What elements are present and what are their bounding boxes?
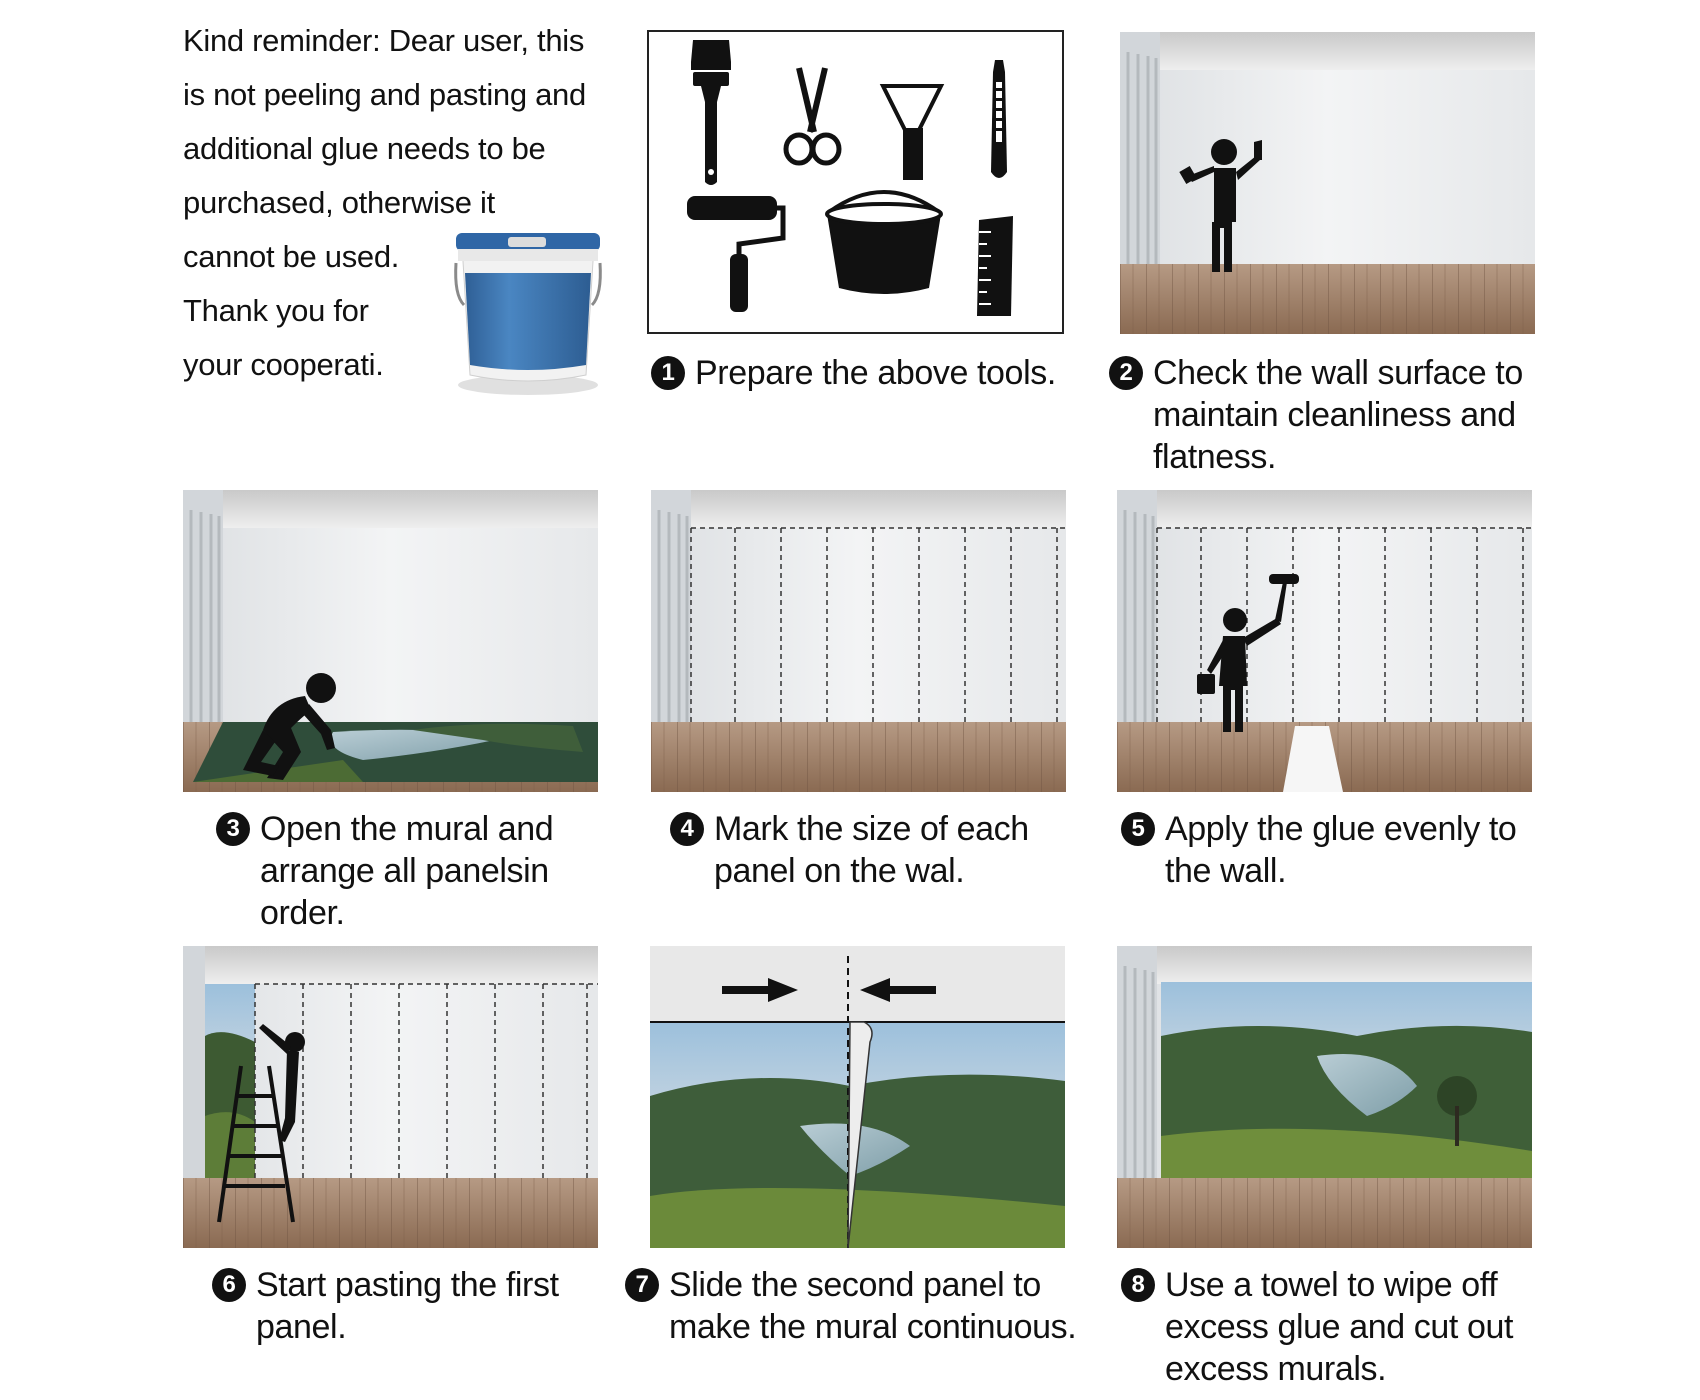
step-text: Open the mural and arrange all panelsin order. (260, 810, 554, 932)
glue-bucket-image (448, 225, 608, 397)
step-caption (216, 808, 553, 934)
step-number: 3 (216, 812, 250, 846)
scene-start-pasting (183, 946, 598, 1248)
step-number: 6 (212, 1268, 246, 1302)
step-text: Start pasting the first panel. (256, 1266, 559, 1346)
paint-brush-icon (691, 40, 731, 185)
step-text: Prepare the above tools. (695, 354, 1056, 392)
step-text: Mark the size of each panel on the wal. (714, 810, 1029, 890)
utility-knife-icon (991, 60, 1007, 178)
mural-landscape (1161, 982, 1532, 1178)
reminder-line: purchased, otherwise it (183, 185, 495, 220)
step-text: Apply the glue evenly to the wall. (1165, 810, 1517, 890)
reminder-line: is not peeling and pasting and (183, 77, 586, 112)
step-caption (1109, 352, 1534, 478)
step-caption (212, 1264, 559, 1348)
step-caption (1121, 1264, 1513, 1390)
scraper-icon (883, 86, 941, 180)
step-number: 7 (625, 1268, 659, 1302)
scene-check-wall (1120, 32, 1535, 334)
step-caption (670, 808, 1029, 892)
ruler-icon (977, 216, 1013, 316)
reminder-line: your cooperati. (183, 347, 384, 382)
step-number: 4 (670, 812, 704, 846)
step-caption (1121, 808, 1516, 892)
paint-roller-icon (687, 196, 783, 312)
step-text: Check the wall surface to maintain cleanliness and flatness. (1153, 354, 1523, 476)
step-text: Slide the second panel to make the mural continuous. (669, 1266, 1077, 1346)
reminder-line: additional glue needs to be (183, 131, 546, 166)
step-number: 1 (651, 356, 685, 390)
step-number: 2 (1109, 356, 1143, 390)
scene-finished-mural (1117, 946, 1532, 1248)
step-number: 5 (1121, 812, 1155, 846)
reminder-line: Kind reminder: Dear user, this (183, 23, 585, 58)
reminder-line: Thank you for (183, 293, 369, 328)
scene-mark-panels (651, 490, 1066, 792)
scene-open-mural (183, 490, 598, 792)
step-caption (651, 352, 1056, 394)
reminder-line: cannot be used. (183, 239, 400, 274)
step-caption (625, 1264, 1076, 1348)
bucket-icon (827, 192, 941, 294)
step-number: 8 (1121, 1268, 1155, 1302)
scene-slide-panel (650, 946, 1065, 1248)
step-text: Use a towel to wipe off excess glue and cut out excess murals. (1165, 1266, 1514, 1388)
scissors-icon (786, 68, 839, 163)
scene-apply-glue (1117, 490, 1532, 792)
tools-panel (647, 30, 1064, 334)
